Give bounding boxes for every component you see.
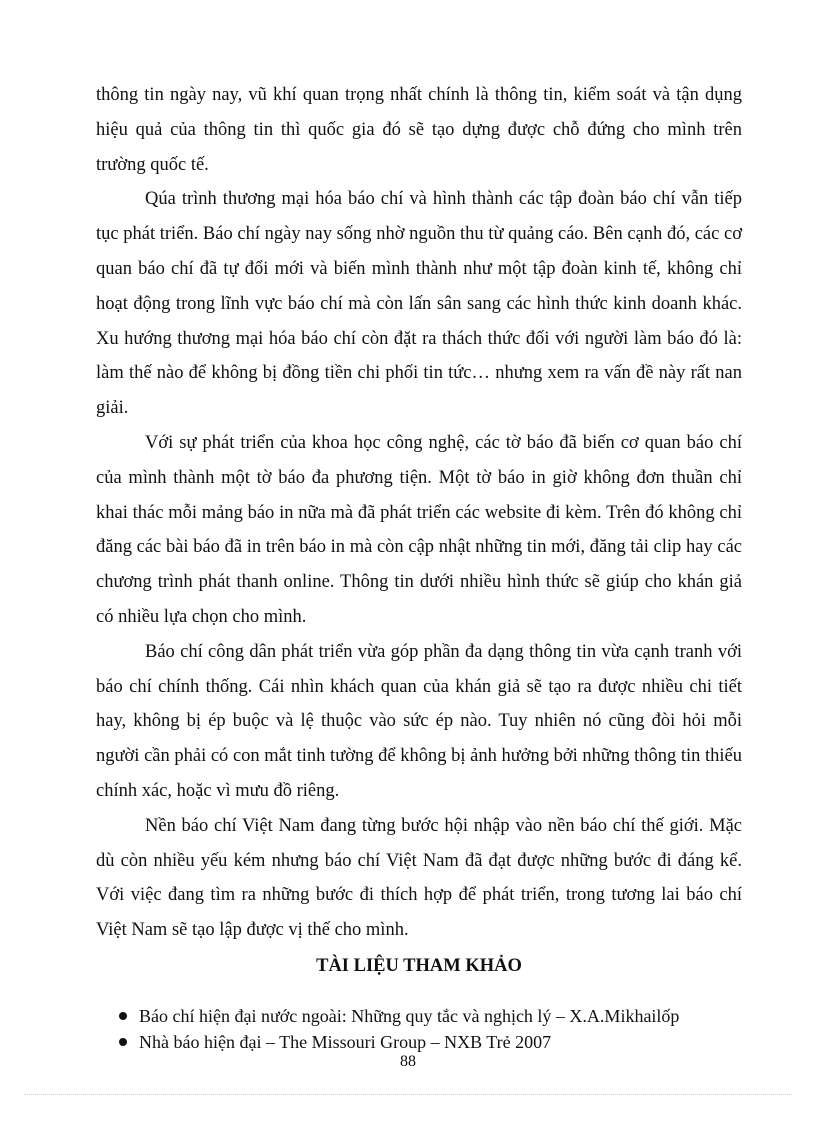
body-text xyxy=(96,78,742,948)
paragraph: Với sự phát triển của khoa học công nghệ, các tờ báo đã biến cơ quan báo chí của mình thành một tờ báo đa phương tiện. Một tờ báo in giờ không đơn thuần chỉ khai thác mỗi mảng báo in nữa mà đã phát triển các website đi kèm. Trên đó không chỉ đăng các bài báo đã in trên báo in mà còn cập nhật những tin mới, đăng tải clip hay các chương trình phát thanh online. Thông tin dưới nhiều hình thức sẽ giúp cho khán giả có nhiều lựa chọn cho mình. xyxy=(96,432,742,627)
footer-divider xyxy=(24,1094,792,1095)
bullet-icon xyxy=(119,1012,127,1020)
references-heading: TÀI LIỆU THAM KHẢO xyxy=(316,956,522,976)
paragraph: Qúa trình thương mại hóa báo chí và hình thành các tập đoàn báo chí vẫn tiếp tục phát triển. Báo chí ngày nay sống nhờ nguồn thu từ quảng cáo. Bên cạnh đó, các cơ quan báo chí đã tự đổi mới và biến mình thành như một tập đoàn kinh tế, không chỉ hoạt động trong lĩnh vực báo chí mà còn lấn sân sang các hình thức kinh doanh khác. Xu hướng thương mại hóa báo chí còn đặt ra thách thức đối với người làm báo đó là: làm thế nào để không bị đồng tiền chi phối tin tức… nhưng xem ra vấn đề này rất nan giải. xyxy=(96,189,742,419)
bullet-icon xyxy=(119,1038,127,1046)
paragraph: Báo chí công dân phát triển vừa góp phần đa dạng thông tin vừa cạnh tranh với báo chí chính thống. Cái nhìn khách quan của khán giả sẽ tạo ra được nhiều chi tiết hay, không bị ép buộc và lệ thuộc vào sức ép nào. Tuy nhiên nó cũng đòi hỏi mỗi người cần phải có con mắt tinh tường để không bị ảnh hưởng bởi những thông tin thiếu chính xác, hoặc vì mưu đồ riêng. xyxy=(96,641,742,801)
reference-text: Báo chí hiện đại nước ngoài: Những quy tắc và nghịch lý – X.A.Mikhailốp xyxy=(139,1006,680,1026)
page-number: 88 xyxy=(400,1053,416,1070)
paragraph: Nền báo chí Việt Nam đang từng bước hội nhập vào nền báo chí thế giới. Mặc dù còn nhiều yếu kém nhưng báo chí Việt Nam đã đạt được những bước đi đáng kể. Với việc đang tìm ra những bước đi thích hợp để phát triển, trong tương lai báo chí Việt Nam sẽ tạo lập được vị thế cho mình. xyxy=(96,815,742,941)
paragraph-continuation: thông tin ngày nay, vũ khí quan trọng nhất chính là thông tin, kiểm soát và tận dụng hiệu quả của thông tin thì quốc gia đó sẽ tạo dựng được chỗ đứng cho mình trên trường quốc tế. xyxy=(96,85,742,175)
reference-item xyxy=(96,1003,742,1029)
reference-text: Nhà báo hiện đại – The Missouri Group – NXB Trẻ 2007 xyxy=(139,1032,552,1052)
references-list xyxy=(96,1003,742,1055)
